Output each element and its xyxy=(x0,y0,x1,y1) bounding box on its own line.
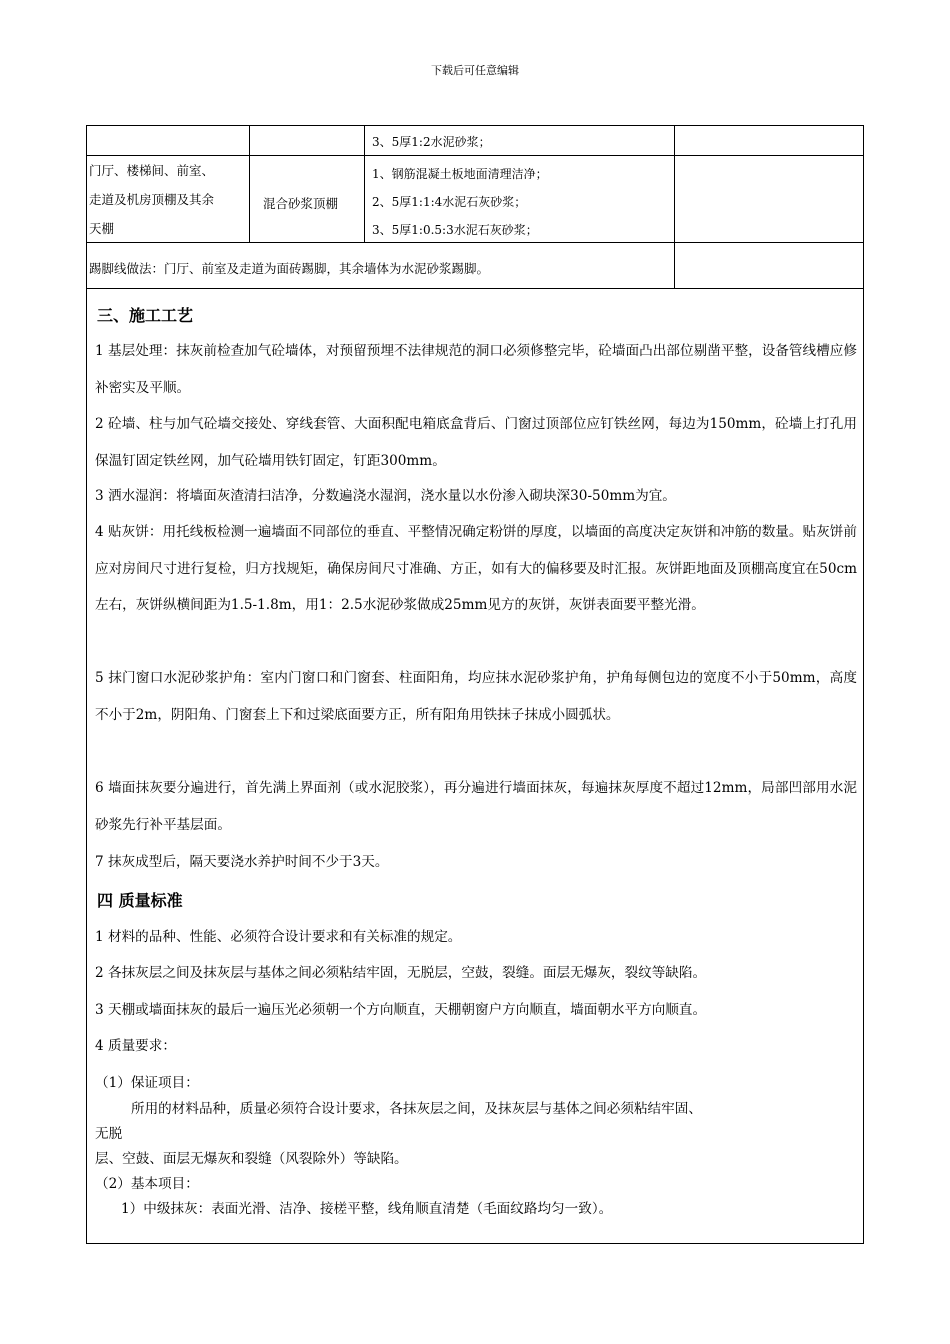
spec-cell: 3、5厚1:2水泥砂浆； xyxy=(372,135,491,149)
paragraph: 1 材料的品种、性能、必须符合设计要求和有关标准的规定。 xyxy=(95,929,462,945)
area-line: 天棚 xyxy=(89,221,115,236)
guarantee-text: 无脱 xyxy=(95,1126,123,1142)
document-frame xyxy=(86,125,864,1244)
paragraph: 4 质量要求： xyxy=(95,1038,176,1054)
guarantee-title: （1）保证项目： xyxy=(95,1075,199,1091)
paragraph: 1 基层处理：抹灰前检查加气砼墙体，对预留预埋不法律规范的洞口必须修整完毕，砼墙面凸出部位剔凿平整，设备管线槽应修补密实及平顺。 xyxy=(95,343,857,396)
paragraph: 4 贴灰饼：用托线板检测一遍墙面不同部位的垂直、平整情况确定粉饼的厚度，以墙面的高度决定灰饼和冲筋的数量。贴灰饼前应对房间尺寸进行复检，归方找规矩，确保房间尺寸准确、方正，如有大的偏移要及时汇报。灰饼距地面及顶棚高度宜在50cm左右，灰饼纵横间距为1.5-1.8m，用1：2.5水泥砂浆做成25mm见方的灰饼，灰饼表面要平整光滑。 xyxy=(95,524,857,613)
section-title: 四 质量标准 xyxy=(97,891,183,910)
guarantee-text: 层、空鼓、面层无爆灰和裂缝（风裂除外）等缺陷。 xyxy=(95,1151,408,1167)
spec-line: 2、5厚1:1:4水泥石灰砂浆； xyxy=(372,195,527,209)
area-line: 门厅、楼梯间、前室、 xyxy=(89,163,215,178)
paragraph: 3 洒水湿润：将墙面灰渣清扫洁净，分数遍浇水湿润，浇水量以水份渗入砌块深30-50mm为宜。 xyxy=(95,488,676,504)
header-note: 下载后可任意编辑 xyxy=(431,64,519,77)
paragraph: 2 各抹灰层之间及抹灰层与基体之间必须粘结牢固，无脱层，空鼓，裂缝。面层无爆灰，裂纹等缺陷。 xyxy=(95,965,707,981)
col-divider xyxy=(674,126,675,288)
section-title: 三、施工工艺 xyxy=(97,306,194,325)
paragraph: 5 抹门窗口水泥砂浆护角：室内门窗口和门窗套、柱面阳角，均应抹水泥砂浆护角，护角每侧包边的宽度不小于50mm，高度不小于2m，阴阳角、门窗套上下和过梁底面要方正，所有阳角用铁抹子抹成小圆弧状。 xyxy=(95,670,857,723)
method-cell: 混合砂浆顶棚 xyxy=(263,196,339,211)
area-cell xyxy=(89,156,214,243)
basic-title: （2）基本项目： xyxy=(95,1176,199,1192)
paragraph: 3 天棚或墙面抹灰的最后一遍压光必须朝一个方向顺直，天棚朝窗户方向顺直，墙面朝水平方向顺直。 xyxy=(95,1002,707,1018)
col-divider xyxy=(364,126,365,242)
row-divider xyxy=(87,288,863,289)
spec-line: 1、钢筋混凝土板地面清理洁净； xyxy=(372,167,548,181)
basic-text: 1）中级抹灰：表面光滑、洁净、接槎平整，线角顺直清楚（毛面纹路均匀一致）。 xyxy=(121,1201,613,1217)
guarantee-text: 所用的材料品种，质量必须符合设计要求，各抹灰层之间，及抹灰层与基体之间必须粘结牢固、 xyxy=(131,1101,702,1117)
col-divider xyxy=(249,126,250,242)
spec-line: 3、5厚1:0.5:3水泥石灰砂浆； xyxy=(372,223,538,237)
skirting-note: 踢脚线做法：门厅、前室及走道为面砖踢脚，其余墙体为水泥砂浆踢脚。 xyxy=(89,261,490,276)
paragraph: 7 抹灰成型后，隔天要浇水养护时间不少于3天。 xyxy=(95,854,389,870)
paragraph: 6 墙面抹灰要分遍进行，首先满上界面剂（或水泥胶浆），再分遍进行墙面抹灰，每遍抹灰厚度不超过12mm，局部凹部用水泥砂浆先行补平基层面。 xyxy=(95,780,857,833)
area-line: 走道及机房顶棚及其余 xyxy=(89,192,215,207)
paragraph: 2 砼墙、柱与加气砼墙交接处、穿线套管、大面积配电箱底盒背后、门窗过顶部位应钉铁丝网，每边为150mm，砼墙上打孔用保温钉固定铁丝网，加气砼墙用铁钉固定，钉距300mm。 xyxy=(95,416,857,469)
